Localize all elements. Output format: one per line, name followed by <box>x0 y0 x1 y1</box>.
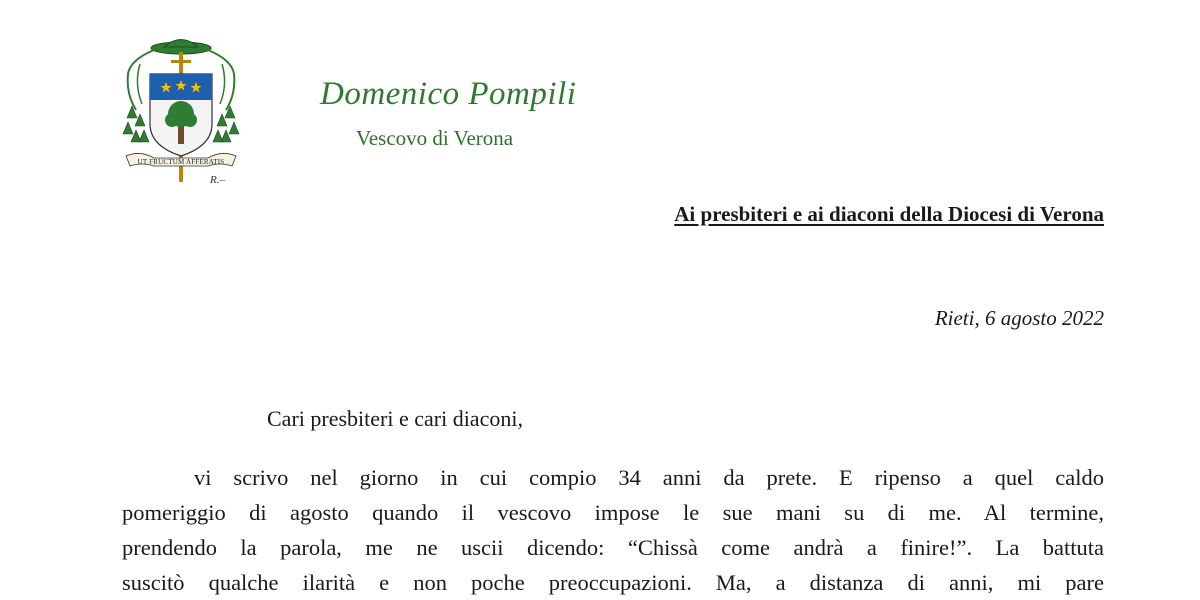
crest-signature-mark: R.– <box>210 174 225 186</box>
salutation: Cari presbiteri e cari diaconi, <box>267 406 523 431</box>
coat-of-arms-emblem <box>120 34 242 194</box>
body-line: vi scrivo nel giorno in cui compio 34 anni da prete. E ripenso a quel caldo <box>194 465 1104 490</box>
body-line: prendendo la parola, me ne uscii dicendo: “Chissà come andrà a finire!”. La battuta <box>122 535 1104 560</box>
body-line: pomeriggio di agosto quando il vescovo impose le sue mani su di me. Al termine, <box>122 500 1104 525</box>
sender-name: Domenico Pompili <box>320 76 577 112</box>
body-line: suscitò qualche ilarità e non poche preoccupazioni. Ma, a distanza di anni, mi pare <box>122 570 1104 595</box>
sender-title: Vescovo di Verona <box>356 126 514 150</box>
crest-motto: UT FRUCTUM AFFERATIS <box>137 158 225 166</box>
letter-body <box>122 460 1104 600</box>
addressee-line: Ai presbiteri e ai diaconi della Diocesi di Verona <box>674 202 1104 226</box>
place-date: Rieti, 6 agosto 2022 <box>934 306 1104 330</box>
